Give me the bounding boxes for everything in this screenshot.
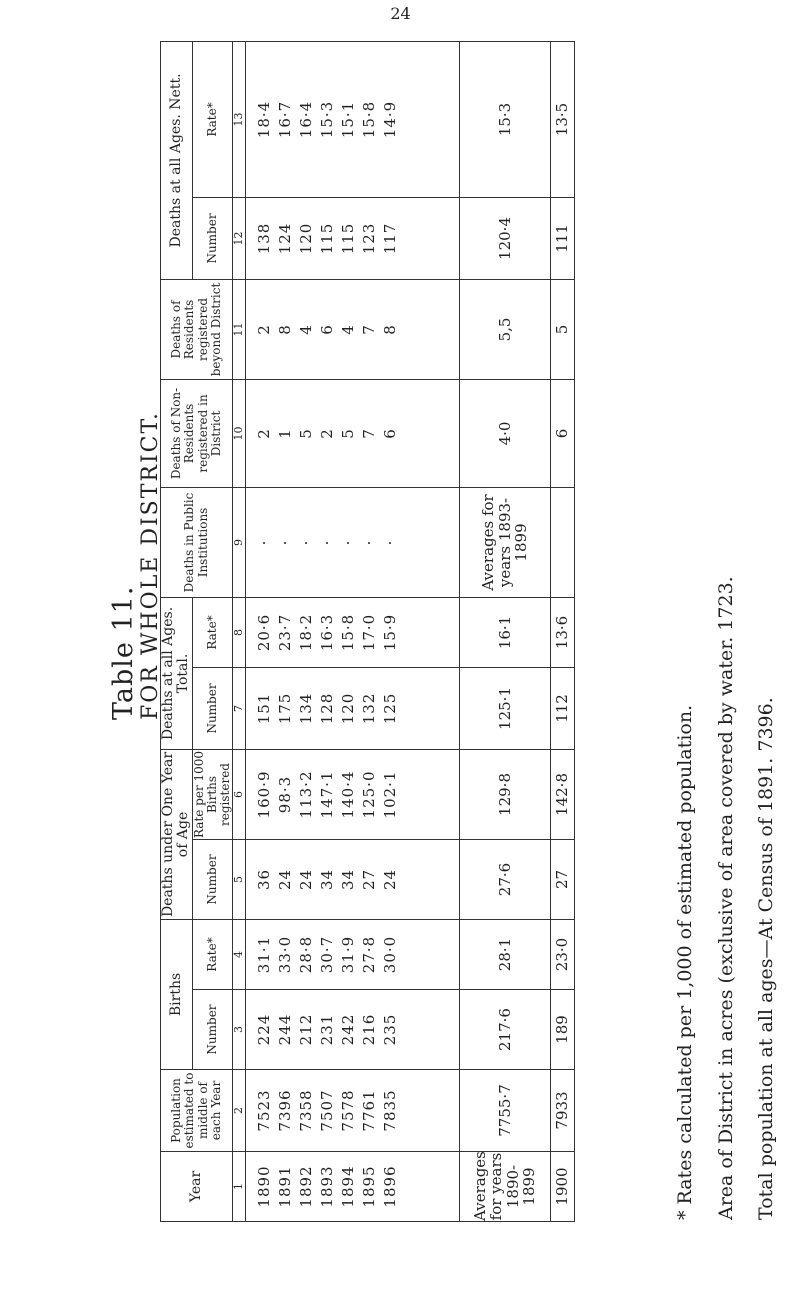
- res-beyond-value: 4: [297, 324, 316, 335]
- res-beyond-value: 2: [255, 324, 274, 335]
- nonres-value: 7: [360, 428, 379, 439]
- column-number: 12: [233, 197, 246, 279]
- res-beyond-value: 8: [276, 324, 295, 335]
- nett-number-value: 123: [360, 222, 379, 255]
- header-infant-rate: Rate per 1000 Births registered: [191, 750, 233, 839]
- public-value: ·: [360, 539, 379, 546]
- header-nett-number: Number: [192, 197, 233, 279]
- total-rate-value: 16·3: [318, 613, 337, 652]
- nett-rate-value: 18·4: [255, 100, 274, 139]
- averages-row: [459, 41, 551, 1221]
- births-number-value: 224: [255, 1013, 274, 1046]
- year-value: 1891: [276, 1165, 295, 1208]
- public-institutions-cell: [246, 487, 459, 597]
- y1900-nett-number: 111: [551, 197, 575, 279]
- infant-rate-value: 160·9: [255, 770, 274, 819]
- footnote-area: Area of District in acres (exclusive of area covered by water. 1723.: [715, 576, 737, 1220]
- header-residents-beyond: Deaths of Residents registered beyond District: [161, 279, 233, 379]
- public-value: ·: [339, 539, 358, 546]
- header-births-rate: Rate*: [192, 919, 233, 989]
- infant-number-cell: [246, 839, 459, 919]
- avg-births-number: 217·6: [459, 990, 551, 1070]
- nett-rate-value: 16·4: [297, 100, 316, 139]
- nett-rate-value: 14·9: [381, 100, 400, 139]
- year-value: 1890: [255, 1165, 274, 1208]
- births-number-value: 212: [297, 1013, 316, 1046]
- res-beyond-value: 7: [360, 324, 379, 335]
- births-rate-value: 30·0: [381, 935, 400, 974]
- avg-infant-number: 27·6: [459, 839, 551, 919]
- infant-number-value: 34: [339, 868, 358, 891]
- page-number: 24: [390, 4, 411, 23]
- year-cell: [246, 1152, 459, 1222]
- y1900-births-number: 189: [551, 990, 575, 1070]
- column-number: 8: [233, 597, 246, 667]
- infant-rate-value: 147·1: [318, 770, 337, 819]
- column-number: 10: [233, 379, 246, 487]
- avg-total-number: 125·1: [459, 667, 551, 749]
- total-rate-value: 15·8: [339, 613, 358, 652]
- infant-number-value: 27: [360, 868, 379, 891]
- total-number-value: 132: [360, 692, 379, 725]
- total-rate-value: 23·7: [276, 613, 295, 652]
- public-value: ·: [381, 539, 400, 546]
- births-rate-value: 31·9: [339, 935, 358, 974]
- column-number: 9: [233, 487, 246, 597]
- public-value: ·: [255, 539, 274, 546]
- population-cell: [246, 1070, 459, 1152]
- header-population: Population estimated to middle of each Year: [161, 1070, 233, 1152]
- year-value: 1895: [360, 1165, 379, 1208]
- population-value: 7761: [360, 1089, 379, 1132]
- nonres-value: 5: [297, 428, 316, 439]
- y1900-births-rate: 23·0: [551, 919, 575, 989]
- infant-rate-cell: [246, 749, 459, 839]
- births-rate-cell: [246, 919, 459, 989]
- births-number-value: 242: [339, 1013, 358, 1046]
- population-value: 7358: [297, 1089, 316, 1132]
- footnote-census: Total population at all ages—At Census of 1891. 7396.: [755, 697, 777, 1220]
- column-number: 1: [233, 1152, 246, 1222]
- nonres-value: 5: [339, 428, 358, 439]
- nett-number-value: 117: [381, 222, 400, 255]
- nett-rate-value: 15·8: [360, 100, 379, 139]
- res-beyond-value: 8: [381, 324, 400, 335]
- y1900-population: 7933: [551, 1070, 575, 1152]
- total-number-value: 125: [381, 692, 400, 725]
- avg-infant-rate: 129·8: [459, 749, 551, 839]
- population-value: 7835: [381, 1089, 400, 1132]
- year-value: 1892: [297, 1165, 316, 1208]
- header-births-number: Number: [192, 990, 233, 1070]
- header-nett-deaths: Deaths at all Ages. Nett.: [161, 41, 193, 279]
- nett-rate-value: 16·7: [276, 100, 295, 139]
- births-number-cell: [246, 990, 459, 1070]
- births-rate-value: 28·8: [297, 935, 316, 974]
- infant-number-value: 24: [297, 868, 316, 891]
- infant-rate-value: 125·0: [360, 770, 379, 819]
- y1900-residents-beyond: 5: [551, 279, 575, 379]
- nett-number-value: 124: [276, 222, 295, 255]
- avg-non-residents: 4·0: [459, 379, 551, 487]
- nonres-value: 2: [318, 428, 337, 439]
- population-value: 7523: [255, 1089, 274, 1132]
- year-1900-row: [551, 41, 575, 1221]
- yearly-data-row: [246, 41, 459, 1221]
- avg-residents-beyond: 5,5: [459, 279, 551, 379]
- table-subtitle: FOR WHOLE DISTRICT.: [138, 411, 163, 720]
- table-title: Table 11.: [108, 585, 139, 720]
- nett-number-value: 115: [339, 222, 358, 255]
- births-rate-value: 31·1: [255, 935, 274, 974]
- infant-number-value: 24: [276, 868, 295, 891]
- year-value: 1893: [318, 1165, 337, 1208]
- births-number-value: 235: [381, 1013, 400, 1046]
- y1900-total-rate: 13·6: [551, 597, 575, 667]
- footnote-rates: * Rates calculated per 1,000 of estimated population.: [674, 704, 696, 1220]
- nett-number-value: 115: [318, 222, 337, 255]
- header-total-deaths: Deaths at all Ages. Total.: [161, 597, 193, 749]
- total-number-value: 175: [276, 692, 295, 725]
- nonres-value: 2: [255, 428, 274, 439]
- public-value: ·: [318, 539, 337, 546]
- avg-births-rate: 28·1: [459, 919, 551, 989]
- header-births: Births: [161, 919, 193, 1069]
- births-number-value: 216: [360, 1013, 379, 1046]
- y1900-non-residents: 6: [551, 379, 575, 487]
- header-total-number: Number: [192, 667, 233, 749]
- total-rate-value: 18·2: [297, 613, 316, 652]
- population-value: 7396: [276, 1089, 295, 1132]
- column-number: 6: [233, 749, 246, 839]
- y1900-total-number: 112: [551, 667, 575, 749]
- nett-rate-value: 15·3: [318, 100, 337, 139]
- infant-rate-value: 140·4: [339, 770, 358, 819]
- y1900-infant-rate: 142·8: [551, 749, 575, 839]
- header-non-residents: Deaths of Non-Residents registered in District: [161, 379, 233, 487]
- vital-statistics-table: [160, 41, 575, 1222]
- public-value: ·: [297, 539, 316, 546]
- averages-label: Averages for years 1890-1899: [459, 1152, 551, 1222]
- header-public-institutions: Deaths in Public Institutions: [161, 487, 233, 597]
- total-number-value: 128: [318, 692, 337, 725]
- y1900-public: [551, 487, 575, 597]
- avg-total-rate: 16·1: [459, 597, 551, 667]
- res-beyond-value: 4: [339, 324, 358, 335]
- avg-nett-number: 120·4: [459, 197, 551, 279]
- nonres-value: 6: [381, 428, 400, 439]
- y1900-nett-rate: 13·5: [551, 41, 575, 197]
- infant-number-value: 34: [318, 868, 337, 891]
- header-infant-number: Number: [192, 839, 233, 919]
- header-year: Year: [161, 1152, 233, 1222]
- nett-rate-value: 15·1: [339, 100, 358, 139]
- year-1900-label: 1900: [551, 1152, 575, 1222]
- header-infant-deaths: Deaths under One Year of Age: [161, 749, 193, 919]
- column-number: 5: [233, 839, 246, 919]
- header-nett-rate: Rate*: [192, 41, 233, 197]
- year-value: 1894: [339, 1165, 358, 1208]
- total-rate-value: 20·6: [255, 613, 274, 652]
- column-number: 11: [233, 279, 246, 379]
- avg-population: 7755·7: [459, 1070, 551, 1152]
- infant-number-value: 24: [381, 868, 400, 891]
- births-number-value: 231: [318, 1013, 337, 1046]
- nonres-value: 1: [276, 428, 295, 439]
- column-number: 3: [233, 990, 246, 1070]
- header-total-rate: Rate*: [192, 597, 233, 667]
- nett-number-cell: [246, 197, 459, 279]
- public-value: ·: [276, 539, 295, 546]
- total-number-cell: [246, 667, 459, 749]
- infant-rate-value: 113·2: [297, 770, 316, 819]
- y1900-infant-number: 27: [551, 839, 575, 919]
- residents-beyond-cell: [246, 279, 459, 379]
- infant-rate-value: 102·1: [381, 770, 400, 819]
- births-number-value: 244: [276, 1013, 295, 1046]
- avg-nett-rate: 15·3: [459, 41, 551, 197]
- infant-number-value: 36: [255, 868, 274, 891]
- population-value: 7507: [318, 1089, 337, 1132]
- column-number: 13: [233, 41, 246, 197]
- nett-rate-cell: [246, 41, 459, 197]
- avg-public-label: Averages for years 1893-1899: [459, 487, 551, 597]
- births-rate-value: 27·8: [360, 935, 379, 974]
- total-rate-value: 17·0: [360, 613, 379, 652]
- res-beyond-value: 6: [318, 324, 337, 335]
- total-number-value: 120: [339, 692, 358, 725]
- total-number-value: 134: [297, 692, 316, 725]
- year-value: 1896: [381, 1165, 400, 1208]
- column-number: 7: [233, 667, 246, 749]
- population-value: 7578: [339, 1089, 358, 1132]
- total-rate-value: 15·9: [381, 613, 400, 652]
- rotated-table-wrapper: [160, 42, 575, 1222]
- non-residents-cell: [246, 379, 459, 487]
- births-rate-value: 30·7: [318, 935, 337, 974]
- infant-rate-value: 98·3: [276, 775, 295, 814]
- total-number-value: 151: [255, 692, 274, 725]
- column-number: 4: [233, 919, 246, 989]
- total-rate-cell: [246, 597, 459, 667]
- nett-number-value: 120: [297, 222, 316, 255]
- births-rate-value: 33·0: [276, 935, 295, 974]
- column-number: 2: [233, 1070, 246, 1152]
- nett-number-value: 138: [255, 222, 274, 255]
